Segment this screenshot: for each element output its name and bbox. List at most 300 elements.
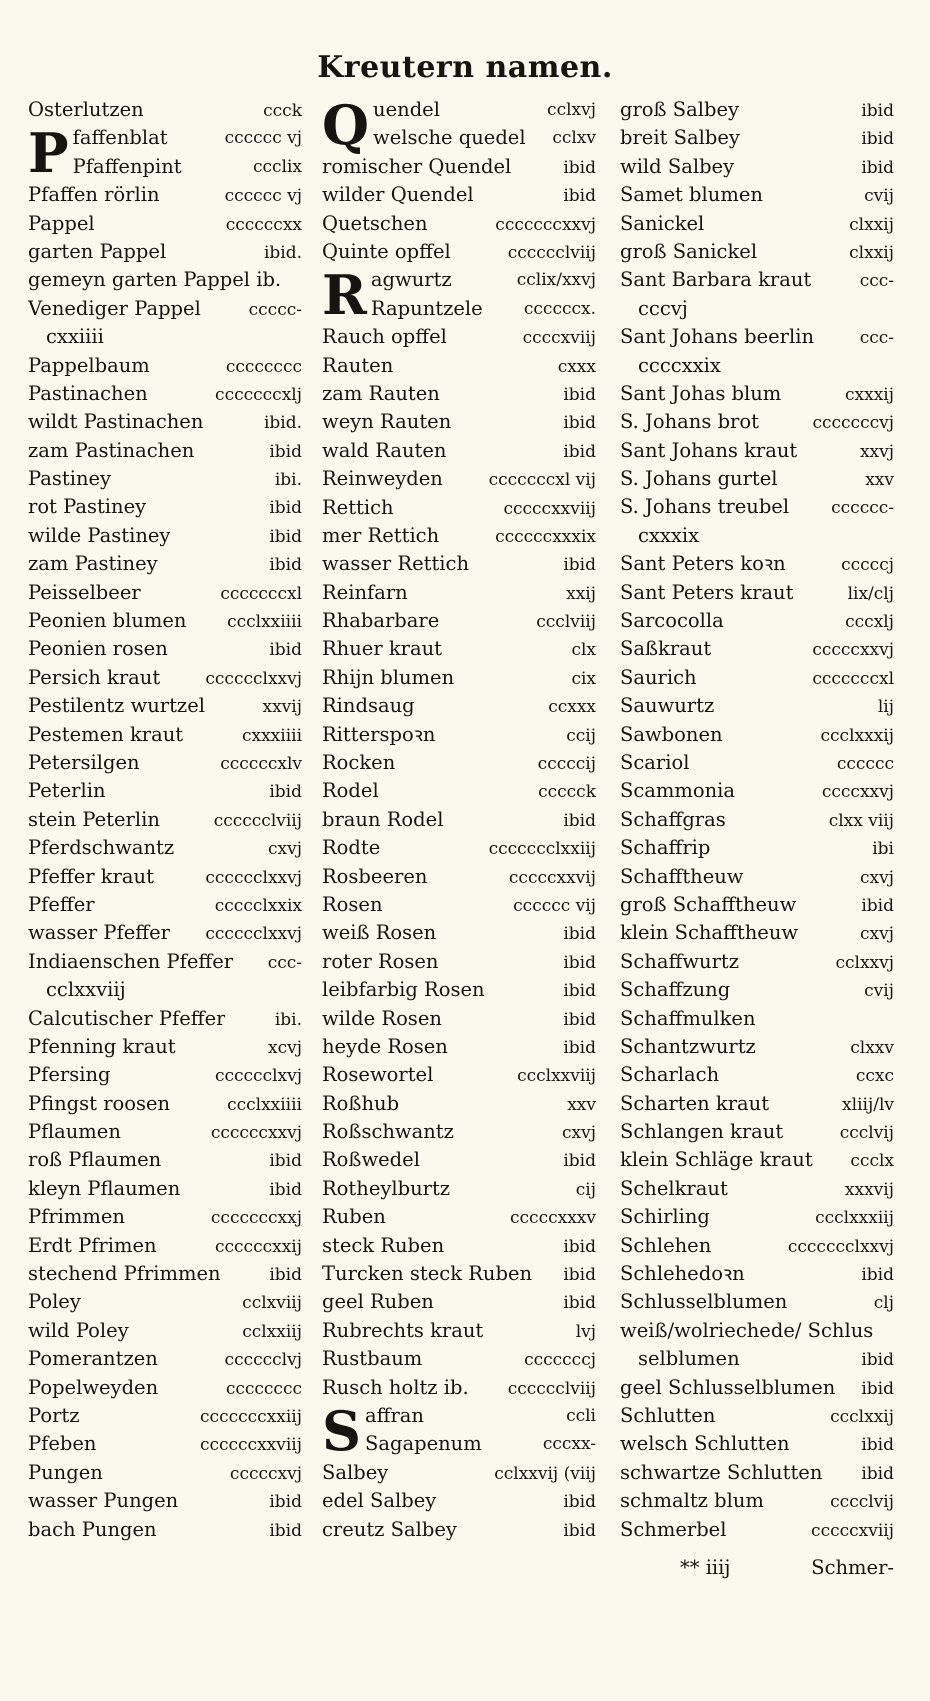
entry-name: Pappelbaum <box>28 353 150 377</box>
entry-page: ccij <box>566 725 596 746</box>
entry-page: cclix/xxvj <box>516 270 596 291</box>
entry-name: Peonien blumen <box>28 609 187 633</box>
entry-page: clx <box>571 640 596 661</box>
entry-page: xxij <box>566 583 596 604</box>
entry-page: cxvj <box>562 1123 596 1144</box>
entry-page: ccclxxiiii <box>227 612 302 633</box>
entry-page: ibid <box>563 1151 596 1172</box>
entry-page: ibid <box>861 157 894 178</box>
entry-name: Sant Peters koꝛn <box>620 552 786 576</box>
index-entry <box>322 1232 596 1260</box>
index-entry <box>620 976 894 1004</box>
page-title: Kreutern namen. <box>317 50 613 85</box>
index-entry <box>620 1203 894 1231</box>
entry-name: Pastinachen <box>28 381 148 405</box>
entry-page: ibid <box>861 1463 894 1484</box>
index-entry <box>620 323 894 351</box>
entry-name: creutz Salbey <box>322 1517 457 1541</box>
index-entry <box>28 579 302 607</box>
index-entry <box>322 1061 596 1089</box>
entry-page: ccclx <box>850 1151 894 1172</box>
index-entry <box>620 806 894 834</box>
entry-name: Portz <box>28 1403 80 1427</box>
entry-name: wilde Rosen <box>322 1006 442 1030</box>
entry-name: Pappel <box>28 211 95 235</box>
entry-name: Scariol <box>620 750 690 774</box>
entry-page: ccccc- <box>248 299 302 320</box>
entry-name: Sant Peters kraut <box>620 580 794 604</box>
entry-name: kleyn Pflaumen <box>28 1176 181 1200</box>
entry-name: Schelkraut <box>620 1176 728 1200</box>
index-entry <box>322 834 596 862</box>
entry-name: Pestilentz wurtzel <box>28 694 205 718</box>
index-entry <box>620 1232 894 1260</box>
entry-page: ibid <box>563 952 596 973</box>
index-entry <box>28 1430 302 1458</box>
entry-page: ibid <box>563 1009 596 1030</box>
index-entry <box>620 380 894 408</box>
entry-name: wasser Pungen <box>28 1489 179 1513</box>
entry-page: cclxxvij (viij <box>494 1463 596 1484</box>
entry-name: Rettich <box>322 495 394 519</box>
index-entry <box>322 1175 596 1203</box>
index-entry <box>28 181 302 209</box>
entry-name: Pomerantzen <box>28 1347 158 1371</box>
entry-name: affran <box>365 1404 424 1427</box>
index-entry <box>28 465 302 493</box>
entry-name: Salbey <box>322 1460 389 1484</box>
entry-name: Calcutischer Pfeffer <box>28 1006 226 1030</box>
entry-page: ccclviij <box>536 612 596 633</box>
entry-page: cccccxxvj <box>812 640 894 661</box>
entry-name: klein Schläge kraut <box>620 1148 813 1172</box>
entry-page: ccclix <box>252 156 302 177</box>
page-footer <box>620 1556 894 1579</box>
entry-page: ccccccxxxix <box>495 526 596 547</box>
index-entry <box>28 1118 302 1146</box>
entry-page: ccc- <box>267 952 302 973</box>
index-entry <box>28 607 302 635</box>
entry-page: cccccclviij <box>507 242 596 263</box>
index-entry <box>620 266 894 294</box>
entry-page: ccccclxxix <box>214 895 302 916</box>
entry-page: ibid <box>563 413 596 434</box>
index-entry <box>28 522 302 550</box>
index-entry <box>620 1317 894 1345</box>
entry-page: ccc- <box>859 271 894 292</box>
entry-name: Sawbonen <box>620 722 723 746</box>
entry-name: agwurtz <box>370 268 452 292</box>
entry-page: cccccccxxj <box>210 1208 302 1229</box>
entry-page: ccccccclxxiij <box>488 839 596 860</box>
entry-name: schwartze Schlutten <box>620 1460 823 1484</box>
index-entry <box>322 465 596 493</box>
index-entry <box>28 121 302 186</box>
entry-name: Peterlin <box>28 779 106 803</box>
entry-name: Roßwedel <box>322 1148 420 1172</box>
index-entry <box>28 948 302 976</box>
entry-name: Scharlach <box>620 1063 720 1087</box>
index-entry <box>322 1345 596 1373</box>
index-entry <box>620 919 894 947</box>
index-entry <box>322 380 596 408</box>
entry-name: wilder Quendel <box>322 183 474 207</box>
entry-name: rot Pastiney <box>28 495 147 519</box>
entry-name: Pfingst roosen <box>28 1091 171 1115</box>
entry-name: Indiaenschen Pfeffer <box>28 949 234 973</box>
index-entry <box>322 607 596 635</box>
index-entry <box>322 1203 596 1231</box>
index-entry <box>620 96 894 124</box>
index-entry <box>620 777 894 805</box>
entry-name: Schirling <box>620 1205 710 1229</box>
index-entry <box>28 1459 302 1487</box>
index-entry <box>28 1374 302 1402</box>
index-entry <box>620 550 894 578</box>
entry-name: Osterlutzen <box>28 98 144 121</box>
entry-page: xxv <box>567 1094 596 1115</box>
entry-name: Ritterspoꝛn <box>322 722 436 746</box>
index-entry <box>322 1487 596 1515</box>
index-entry <box>322 494 596 522</box>
index-entry <box>28 1146 302 1174</box>
entry-page: cccccclxxvj <box>205 668 302 689</box>
index-entry <box>28 863 302 891</box>
index-entry <box>322 1288 596 1316</box>
entry-page: cccccc vj <box>224 186 302 207</box>
entry-name: Schlutten <box>620 1403 716 1427</box>
entry-name: Sant Johas blum <box>620 381 782 405</box>
entry-name: Rindsaug <box>322 694 415 718</box>
index-entry <box>28 96 302 124</box>
index-entry <box>322 238 596 266</box>
entry-page: ibid <box>563 1265 596 1286</box>
index-entry <box>620 210 894 238</box>
entry-name: S. Johans gurtel <box>620 467 778 491</box>
index-entry <box>28 635 302 663</box>
index-entry <box>28 1345 302 1373</box>
index-entry <box>620 1516 894 1544</box>
entry-page: cclxxiij <box>242 1321 302 1342</box>
drop-capital: R <box>322 263 367 328</box>
entry-name: romischer Quendel <box>322 154 512 178</box>
entry-page: cccccccc <box>225 1378 302 1399</box>
entry-name: Schmerbel <box>620 1517 727 1541</box>
drop-capital: P <box>28 121 69 186</box>
entry-page: cccccxxvij <box>508 867 596 888</box>
entry-name: wild Salbey <box>620 154 735 178</box>
index-entry <box>28 976 302 1004</box>
entry-name: Rubrechts kraut <box>322 1318 484 1342</box>
index-entry <box>28 777 302 805</box>
index-column-3 <box>620 96 894 1544</box>
entry-page: cccccc- <box>831 498 894 519</box>
entry-name: mer Rettich <box>322 523 440 547</box>
index-entry <box>620 721 894 749</box>
entry-page: cccccccj <box>524 1350 596 1371</box>
entry-name: selblumen <box>638 1347 740 1371</box>
entry-page: clxx viij <box>828 810 894 831</box>
index-entry <box>620 153 894 181</box>
entry-name: roter Rosen <box>322 949 439 973</box>
entry-name: wild Poley <box>28 1318 129 1342</box>
entry-page: ibid <box>861 1350 894 1371</box>
entry-page: cij <box>575 1179 596 1200</box>
entry-name: Pfrimmen <box>28 1205 125 1229</box>
index-entry <box>620 1487 894 1515</box>
entry-page: cclxvj <box>547 100 596 120</box>
index-entry <box>322 1260 596 1288</box>
entry-name: cclxxviij <box>46 978 126 1002</box>
entry-name: breit Salbey <box>620 126 740 150</box>
index-entry <box>620 352 894 380</box>
entry-page: cclxxvj <box>835 952 894 973</box>
entry-page: ibid. <box>263 242 302 263</box>
entry-name: bach Pungen <box>28 1517 157 1541</box>
index-entry <box>620 1430 894 1458</box>
index-entry <box>322 891 596 919</box>
entry-page: clxxij <box>849 242 894 263</box>
index-entry <box>28 1061 302 1089</box>
entry-page: cccccccxl <box>812 668 894 689</box>
entry-name: Rustbaum <box>322 1347 423 1371</box>
entry-name: Pfenning kraut <box>28 1034 176 1058</box>
entry-name: S. Johans brot <box>620 410 759 434</box>
entry-name: Schaffmulken <box>620 1006 756 1030</box>
entry-name: cxxxix <box>638 523 700 547</box>
entry-name: faffenblat <box>72 126 168 150</box>
entry-page: ibid <box>269 1179 302 1200</box>
entry-page: ccccccxlv <box>220 754 302 774</box>
entry-page: ccc- <box>859 328 894 349</box>
entry-name: zam Rauten <box>322 381 440 405</box>
index-entry <box>620 891 894 919</box>
entry-name: S. Johans treubel <box>620 495 790 519</box>
index-entry <box>620 692 894 720</box>
entry-page: xxvj <box>859 441 894 462</box>
entry-page: ccclxxxij <box>820 725 894 746</box>
entry-page: cccccij <box>537 754 596 775</box>
entry-name: Ruben <box>322 1205 386 1229</box>
entry-name: Schlusselblumen <box>620 1290 788 1314</box>
entry-page: ibid <box>269 1520 302 1541</box>
entry-page: ibid <box>269 1151 302 1172</box>
entry-page: ibi <box>872 839 894 860</box>
entry-page: ibid <box>563 1293 596 1314</box>
entry-page: ibid <box>861 129 894 150</box>
entry-name: zam Pastinachen <box>28 438 195 462</box>
entry-name: wildt Pastinachen <box>28 410 204 434</box>
entry-page: ibi. <box>274 470 302 491</box>
index-entry <box>322 976 596 1004</box>
index-entry <box>28 692 302 720</box>
index-entry <box>28 437 302 465</box>
index-entry <box>28 1288 302 1316</box>
index-entry <box>620 493 894 521</box>
index-entry <box>620 664 894 692</box>
index-entry <box>620 295 894 323</box>
index-entry <box>28 352 302 380</box>
index-entry <box>28 408 302 436</box>
entry-name: geel Schlusselblumen <box>620 1375 836 1399</box>
index-entry <box>322 550 596 578</box>
entry-name: Rodte <box>322 836 381 860</box>
index-entry <box>620 1090 894 1118</box>
index-entry <box>620 1374 894 1402</box>
index-entry <box>620 1118 894 1146</box>
entry-page: ibid <box>563 1037 596 1058</box>
index-entry <box>322 1317 596 1345</box>
entry-name: Sant Johans kraut <box>620 438 798 462</box>
index-entry <box>322 153 596 181</box>
entry-name: Rauten <box>322 353 394 377</box>
index-entry <box>620 124 894 152</box>
entry-page: xcvj <box>268 1037 302 1058</box>
entry-page: cccccxxxv <box>510 1208 596 1229</box>
entry-name: Rodel <box>322 779 379 803</box>
entry-name: Pfersing <box>28 1063 111 1087</box>
index-entry <box>620 1005 894 1033</box>
entry-name: Sarcocolla <box>620 609 724 633</box>
index-entry <box>322 863 596 891</box>
entry-page: ibid <box>269 640 302 661</box>
entry-page: cccccxvj <box>229 1463 302 1484</box>
entry-name: Erdt Pfrimen <box>28 1233 157 1257</box>
entry-name: cxxiiii <box>46 325 104 349</box>
entry-page: ibid <box>269 526 302 547</box>
entry-page: xxv <box>865 470 894 491</box>
index-entry <box>322 635 596 663</box>
entry-name: weiß/wolriechede/ Schlus <box>620 1318 874 1342</box>
index-entry <box>620 522 894 550</box>
index-entry <box>322 777 596 805</box>
entry-name: Sagapenum <box>365 1432 482 1456</box>
entry-name: Pastiney <box>28 467 112 491</box>
index-entry <box>322 181 596 209</box>
entry-page: ibid <box>563 924 596 945</box>
entry-name: Peonien rosen <box>28 637 168 661</box>
entry-name: welsch Schlutten <box>620 1432 790 1456</box>
entry-name: Pfeffer kraut <box>28 864 154 888</box>
entry-page: cxxxiiii <box>241 725 302 746</box>
entry-page: ibid <box>563 1492 596 1513</box>
entry-page: ccccccxxij <box>214 1236 302 1257</box>
index-entry <box>28 834 302 862</box>
entry-page: ccccccxxvj <box>210 1123 302 1144</box>
index-entry <box>322 93 596 157</box>
entry-page: ibid <box>563 1520 596 1541</box>
entry-name: Sant Johans beerlin <box>620 325 815 349</box>
entry-name: Schlehedoꝛn <box>620 1262 745 1286</box>
entry-page: lix/clj <box>847 583 894 604</box>
index-entry <box>620 1459 894 1487</box>
entry-name: Poley <box>28 1290 81 1314</box>
entry-page: cvij <box>864 981 894 1002</box>
entry-page: ccccccxxviij <box>199 1435 302 1456</box>
entry-page: ibid <box>563 186 596 207</box>
entry-page: cccccccxl vij <box>488 470 596 491</box>
index-entry <box>322 437 596 465</box>
entry-name: Rusch holtz ib. <box>322 1375 469 1399</box>
entry-name: steck Ruben <box>322 1233 445 1257</box>
entry-page: ccccccclxxvj <box>787 1236 894 1257</box>
entry-name: Pfeffer <box>28 892 95 916</box>
entry-name: Pestemen kraut <box>28 722 184 746</box>
entry-page: ibid <box>269 1265 302 1286</box>
index-entry <box>322 210 596 238</box>
entry-page: ibid <box>269 1492 302 1513</box>
entry-name: geel Ruben <box>322 1290 434 1314</box>
entry-page: cxvj <box>860 924 894 945</box>
entry-name: zam Pastiney <box>28 552 158 576</box>
entry-page: cccccxviij <box>811 1520 894 1541</box>
entry-name: roß Pflaumen <box>28 1148 162 1172</box>
entry-page: cccccccvj <box>812 413 894 434</box>
entry-name: wilde Pastiney <box>28 523 171 547</box>
entry-name: groß Salbey <box>620 98 740 121</box>
entry-name: Rapuntzele <box>370 296 483 320</box>
drop-capital: Q <box>322 93 370 157</box>
entry-page: ccccccx. <box>523 298 596 319</box>
entry-page: cccccccxlj <box>215 384 302 405</box>
entry-page: clxxij <box>849 214 894 235</box>
entry-page: ibid <box>861 1265 894 1286</box>
entry-page: xxvij <box>262 697 302 718</box>
index-entry <box>322 1459 596 1487</box>
entry-name: Quinte opffel <box>322 239 451 263</box>
entry-name: Reinweyden <box>322 467 443 491</box>
entry-name: Quetschen <box>322 211 428 235</box>
entry-page: ccck <box>263 101 302 121</box>
signature-mark: ** iiij <box>680 1556 731 1579</box>
index-entry <box>620 749 894 777</box>
index-entry <box>322 323 596 351</box>
index-entry <box>28 721 302 749</box>
entry-name: stechend Pfrimmen <box>28 1262 221 1286</box>
index-entry <box>28 1487 302 1515</box>
entry-name: groß Schafftheuw <box>620 892 797 916</box>
index-entry <box>620 1175 894 1203</box>
entry-page: xliij/lv <box>842 1094 894 1115</box>
index-entry <box>28 1317 302 1345</box>
entry-name: gemeyn garten Pappel ib. <box>28 268 282 292</box>
entry-name: welsche quedel <box>373 126 526 150</box>
entry-page: lij <box>877 697 894 718</box>
entry-name: Popelweyden <box>28 1375 159 1399</box>
entry-page: clj <box>873 1293 894 1314</box>
entry-name: Sauwurtz <box>620 694 715 718</box>
index-entry <box>28 1402 302 1430</box>
entry-name: wasser Pfeffer <box>28 921 170 945</box>
index-entry <box>620 408 894 436</box>
entry-name: Rauch opffel <box>322 325 447 349</box>
index-entry <box>28 550 302 578</box>
index-entry <box>322 263 596 328</box>
entry-page: cxvj <box>860 867 894 888</box>
index-entry <box>620 437 894 465</box>
entry-name: Roßschwantz <box>322 1120 454 1144</box>
index-entry <box>28 238 302 266</box>
entry-page: ccclxxij <box>830 1406 894 1427</box>
index-entry <box>620 1033 894 1061</box>
entry-name: Turcken steck Ruben <box>322 1262 533 1286</box>
entry-name: klein Schafftheuw <box>620 921 799 945</box>
entry-name: weyn Rauten <box>322 410 452 434</box>
index-entry <box>620 1146 894 1174</box>
index-entry <box>322 1118 596 1146</box>
entry-name: Scammonia <box>620 779 736 803</box>
entry-name: Peisselbeer <box>28 580 141 604</box>
